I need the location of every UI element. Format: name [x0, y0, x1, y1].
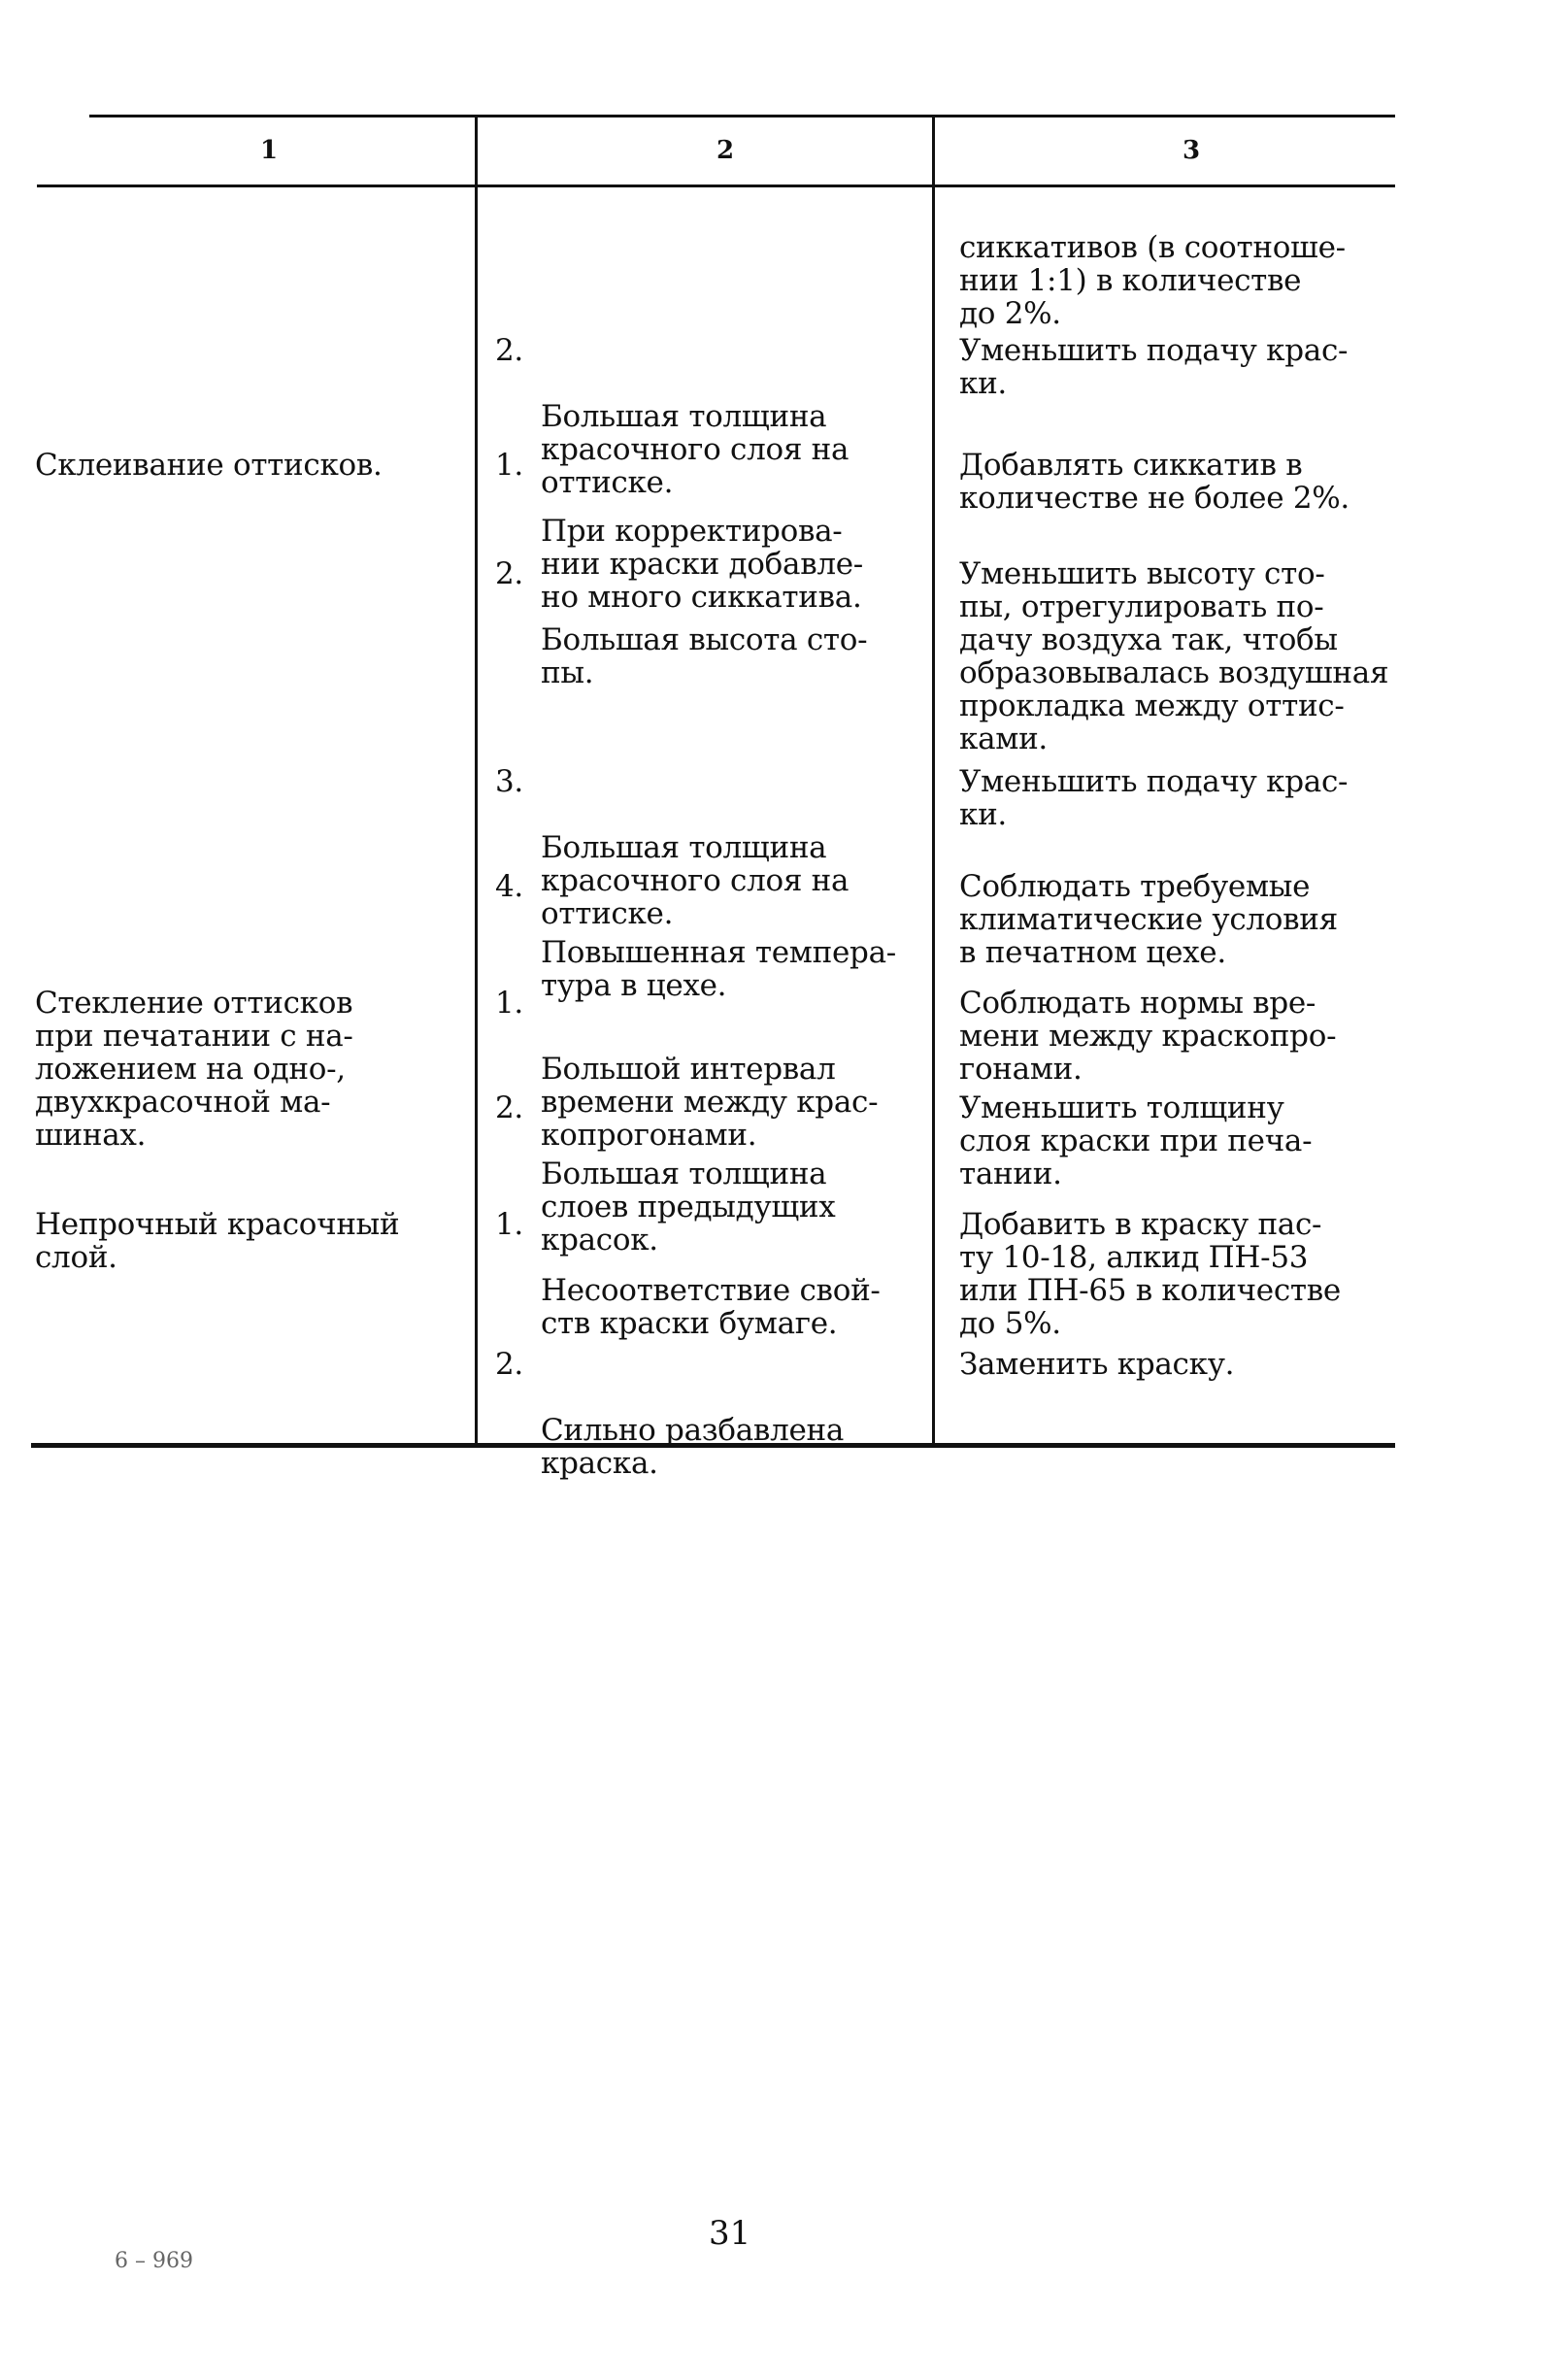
row-6-defect: Стекление оттисков при печатании с на- ложением на одно-, двухкрасочной ма- шинах.: [35, 986, 353, 1153]
row-1-cause-text: Большая толщина красочного слоя на оттиске.: [541, 399, 850, 500]
row-8-cause-number: 1.: [495, 1207, 523, 1242]
row-9-cause-text: Сильно разбавлена краска.: [541, 1413, 845, 1481]
row-4-remedy: Уменьшить подачу крас- ки.: [959, 764, 1349, 832]
table-header-rule: [37, 184, 1395, 187]
row-3-cause-text: Большая высота сто- пы.: [541, 622, 868, 690]
row-3-cause: [495, 557, 922, 722]
row-5-cause-text: Повышенная темпера- тура в цехе.: [541, 935, 896, 1003]
column-header-2: 2: [716, 136, 735, 165]
row-7-remedy: Уменьшить толщину слоя краски при печа- тании.: [959, 1090, 1313, 1191]
row-0-remedy: сиккативов (в соотноше- нии 1:1) в количестве до 2%.: [959, 230, 1346, 331]
row-8-remedy: Добавить в краску пас- ту 10-18, алкид ПН-53 или ПН-65 в количестве до 5%.: [959, 1207, 1341, 1341]
row-6-remedy: Соблюдать нормы вре- мени между краскопро- гонами.: [959, 986, 1337, 1087]
row-1-cause-number: 2.: [495, 333, 523, 368]
row-5-cause-number: 4.: [495, 869, 523, 904]
row-9-remedy: Заменить краску.: [959, 1347, 1235, 1382]
row-3-cause-number: 2.: [495, 556, 523, 591]
row-4-cause-number: 3.: [495, 764, 523, 799]
row-9-cause-number: 2.: [495, 1347, 523, 1382]
column-header-3: 3: [1183, 136, 1201, 165]
column-header-1: 1: [260, 136, 279, 165]
row-8-defect: Непрочный красочный слой.: [35, 1207, 400, 1275]
row-2-defect: Склеивание оттисков.: [35, 448, 383, 483]
row-5-remedy: Соблюдать требуемые климатические условия в печатном цехе.: [959, 869, 1338, 970]
row-9-cause: [495, 1348, 922, 1513]
row-2-cause-number: 1.: [495, 448, 523, 483]
page-number: 31: [709, 2214, 751, 2253]
table-top-rule: [89, 115, 1395, 117]
row-6-cause-text: Большой интервал времени между крас- копрогонами.: [541, 1052, 879, 1153]
column-divider-1: [475, 115, 478, 1448]
row-7-cause-text: Большая толщина слоев предыдущих красок.: [541, 1156, 836, 1257]
print-signature-mark: 6 – 969: [115, 2249, 193, 2273]
row-8-cause-text: Несоответствие свой- ств краски бумаге.: [541, 1273, 881, 1341]
column-divider-2: [932, 115, 935, 1448]
row-1-remedy: Уменьшить подачу крас- ки.: [959, 333, 1349, 401]
row-3-remedy: Уменьшить высоту сто- пы, отрегулировать по- дачу воздуха так, чтобы образовывалась воздушная прокладка между оттис- ками.: [959, 556, 1389, 756]
row-2-cause-text: При корректирова- нии краски добавле- но много сиккатива.: [541, 514, 863, 615]
row-4-cause-text: Большая толщина красочного слоя на оттиске.: [541, 830, 850, 931]
row-2-remedy: Добавлять сиккатив в количестве не более 2%.: [959, 448, 1349, 516]
row-6-cause-number: 1.: [495, 986, 523, 1021]
row-7-cause-number: 2.: [495, 1090, 523, 1125]
